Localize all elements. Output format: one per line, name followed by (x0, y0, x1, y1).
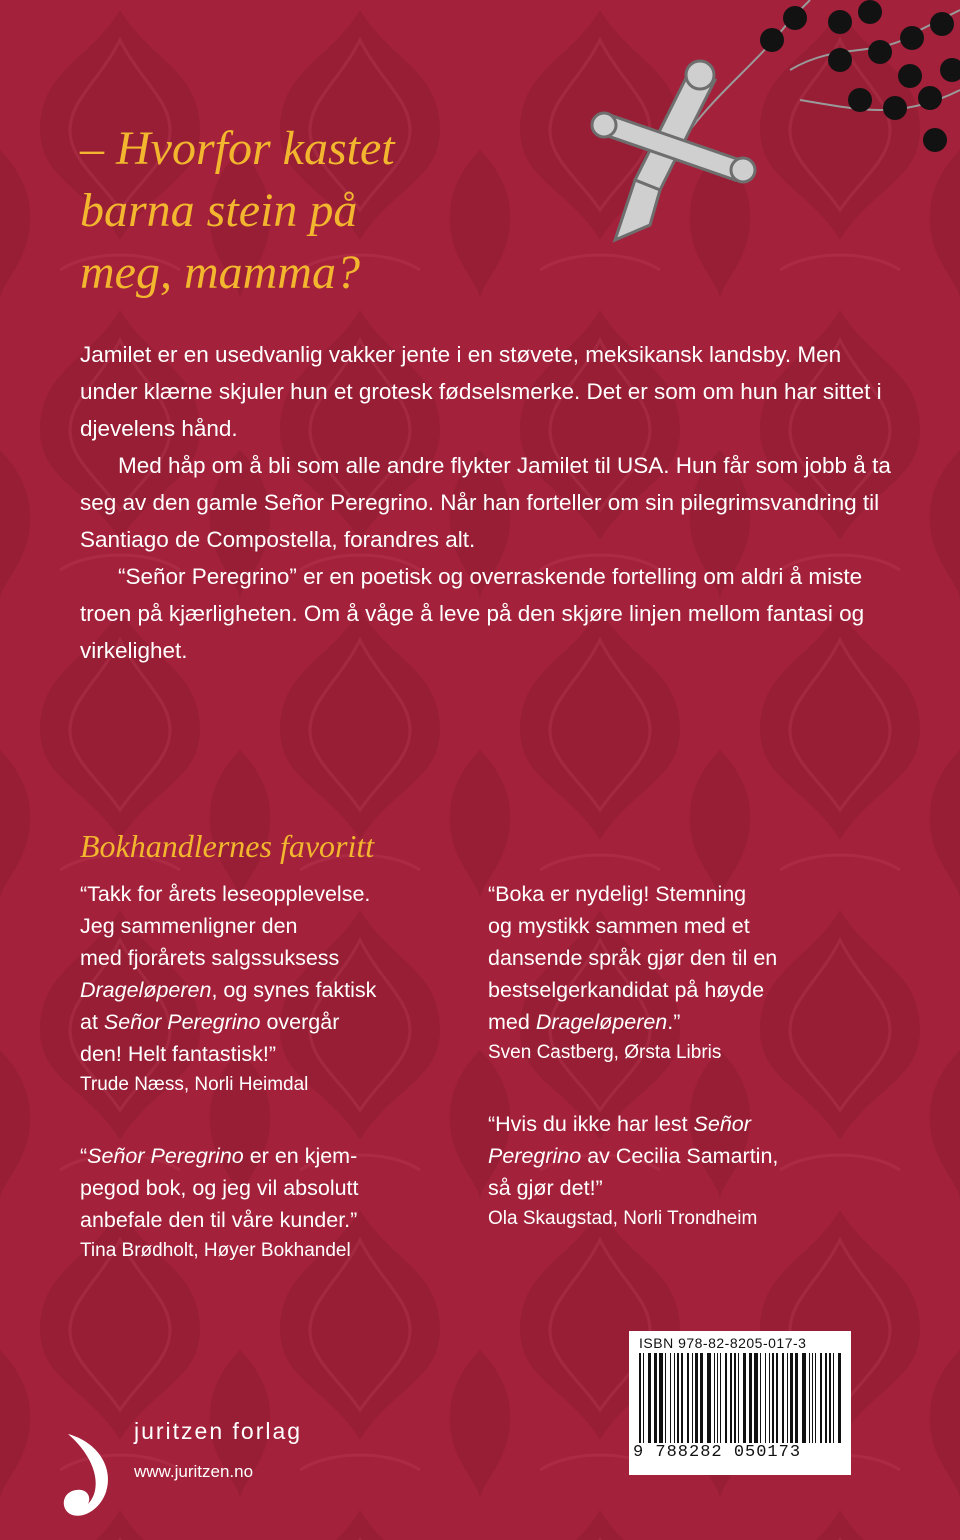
review-quote-4 (488, 1108, 848, 1234)
barcode-bar (838, 1353, 841, 1451)
review-quote-2 (80, 1140, 440, 1266)
barcode-bar (776, 1353, 778, 1451)
quote-line (80, 1006, 440, 1038)
quote-text: at (80, 1010, 104, 1034)
barcode-bar (725, 1353, 727, 1451)
quote-line (80, 1140, 440, 1172)
headline-line-3: meg, mamma? (80, 246, 360, 299)
quote-line: med fjorårets salgssuksess (80, 946, 340, 970)
review-quote-1 (80, 878, 440, 1100)
barcode-bar (787, 1353, 788, 1451)
quote-line: pegod bok, og jeg vil absolutt (80, 1176, 359, 1200)
barcode-bar (772, 1353, 774, 1451)
barcode-bar (670, 1353, 671, 1451)
quote-attribution: Ola Skaugstad, Norli Trondheim (488, 1208, 758, 1229)
barcode-bar (825, 1353, 827, 1451)
publisher-url: www.juritzen.no (134, 1462, 254, 1481)
book-title-italic: Señor Peregrino (87, 1144, 244, 1168)
blurb-paragraph-3: “Señor Peregrino” er en poetisk og overraskende fortelling om aldri å miste troen på kjærligheten. Om å våge å leve på den skjøre linjen mellom fantasi og virkelighet. (80, 564, 865, 663)
book-title-italic: Señor Peregrino (103, 1010, 261, 1034)
quote-text: “Hvis du ikke har lest (488, 1112, 694, 1136)
quote-attribution: Tina Brødholt, Høyer Bokhandel (80, 1240, 351, 1261)
barcode-bar (795, 1353, 798, 1451)
barcode-bar (754, 1353, 758, 1451)
isbn-barcode (629, 1331, 851, 1475)
isbn-label: ISBN 978-82-8205-017-3 (639, 1335, 807, 1351)
barcode-bar (829, 1353, 831, 1451)
barcode-bar (677, 1353, 679, 1451)
publisher-name: juritzen forlag (134, 1418, 303, 1444)
blurb-paragraph-2: Med håp om å bli som alle andre flykter Jamilet til USA. Hun får som jobb å ta seg av den gamle Señor Peregrino. Når han forteller om sin pilegrimsvandring til Santiago de Compostella, forandres alt. (80, 453, 891, 552)
quote-text: med (488, 1010, 536, 1034)
barcode-bar (765, 1353, 766, 1451)
rosary-crucifix-image (540, 0, 960, 300)
barcode-bars (635, 1353, 845, 1451)
barcode-bar (707, 1353, 711, 1451)
quote-text: “ (80, 1144, 88, 1168)
review-quote-3 (488, 878, 848, 1068)
barcode-bar (681, 1353, 683, 1451)
barcode-bar (769, 1353, 770, 1451)
quote-text: av Cecilia Samartin, (581, 1144, 779, 1168)
quote-line: anbefale den til våre kunder.” (80, 1208, 358, 1232)
quote-line (488, 1108, 848, 1140)
barcode-bar (734, 1353, 736, 1451)
favorites-heading: Bokhandlernes favoritt (80, 828, 375, 864)
quote-attribution: Sven Castberg, Ørsta Libris (488, 1042, 722, 1063)
quote-text: er en kjem- (243, 1144, 358, 1168)
barcode-bar (695, 1353, 698, 1451)
barcode-bar (820, 1353, 822, 1451)
book-title-italic: Peregrino (488, 1144, 582, 1168)
publisher-logo-icon (58, 1430, 118, 1520)
quote-line (488, 1006, 848, 1038)
barcode-bar (802, 1353, 806, 1451)
barcode-bar (639, 1353, 641, 1451)
barcode-bar (665, 1353, 666, 1451)
barcode-bar (782, 1353, 784, 1451)
quote-line: “Boka er nydelig! Stemning (488, 882, 747, 906)
book-title-italic: Señor (693, 1112, 751, 1136)
barcode-bar (790, 1353, 793, 1451)
book-title-italic: Drageløperen (80, 978, 212, 1002)
barcode-bar (812, 1353, 813, 1451)
quote-line: så gjør det!” (488, 1176, 603, 1200)
quote-line: Jeg sammenligner den (80, 914, 298, 938)
quote-text: .” (667, 1010, 681, 1034)
barcode-bar (738, 1353, 739, 1451)
barcode-bar (654, 1353, 657, 1451)
barcode-bar (674, 1353, 675, 1451)
book-title-italic: Drageløperen (535, 1010, 668, 1034)
quote-line: bestselgerkandidat på høyde (488, 978, 765, 1002)
barcode-bar (717, 1353, 718, 1451)
quote-text: overgår (260, 1010, 340, 1034)
barcode-bar (659, 1353, 663, 1451)
headline-quote (80, 118, 500, 304)
barcode-bar (815, 1353, 816, 1451)
quote-line: den! Helt fantastisk!” (80, 1042, 276, 1066)
headline-line-1: – Hvorfor kastet (80, 122, 395, 175)
book-blurb (80, 336, 900, 669)
quote-attribution: Trude Næss, Norli Heimdal (80, 1074, 309, 1095)
barcode-bar (743, 1353, 746, 1451)
barcode-bar (687, 1353, 689, 1451)
barcode-bar (760, 1353, 761, 1451)
barcode-bar (700, 1353, 703, 1451)
barcode-digits: 9 788282 050173 (633, 1443, 847, 1462)
barcode-bar (749, 1353, 752, 1451)
barcode-bar (714, 1353, 715, 1451)
quote-text: , og synes faktisk (211, 978, 377, 1002)
barcode-bar (809, 1353, 810, 1451)
barcode-bar (833, 1353, 834, 1451)
barcode-bar (648, 1353, 651, 1451)
barcode-bar (730, 1353, 732, 1451)
barcode-bar (692, 1353, 693, 1451)
quote-line: dansende språk gjør den til en (488, 946, 778, 970)
quote-line (80, 974, 440, 1006)
quote-line: og mystikk sammen med et (488, 914, 750, 938)
blurb-paragraph-1: Jamilet er en usedvanlig vakker jente i en støvete, meksikansk landsby. Men under klærne skjuler hun et grotesk fødselsmerke. Det er som om hun har sittet i djevelens hånd. (80, 342, 882, 441)
quote-line: “Takk for årets leseopplevelse. (80, 882, 371, 906)
headline-line-2: barna stein på (80, 184, 358, 237)
barcode-bar (643, 1353, 644, 1451)
barcode-bar (720, 1353, 721, 1451)
quote-line (488, 1140, 848, 1172)
